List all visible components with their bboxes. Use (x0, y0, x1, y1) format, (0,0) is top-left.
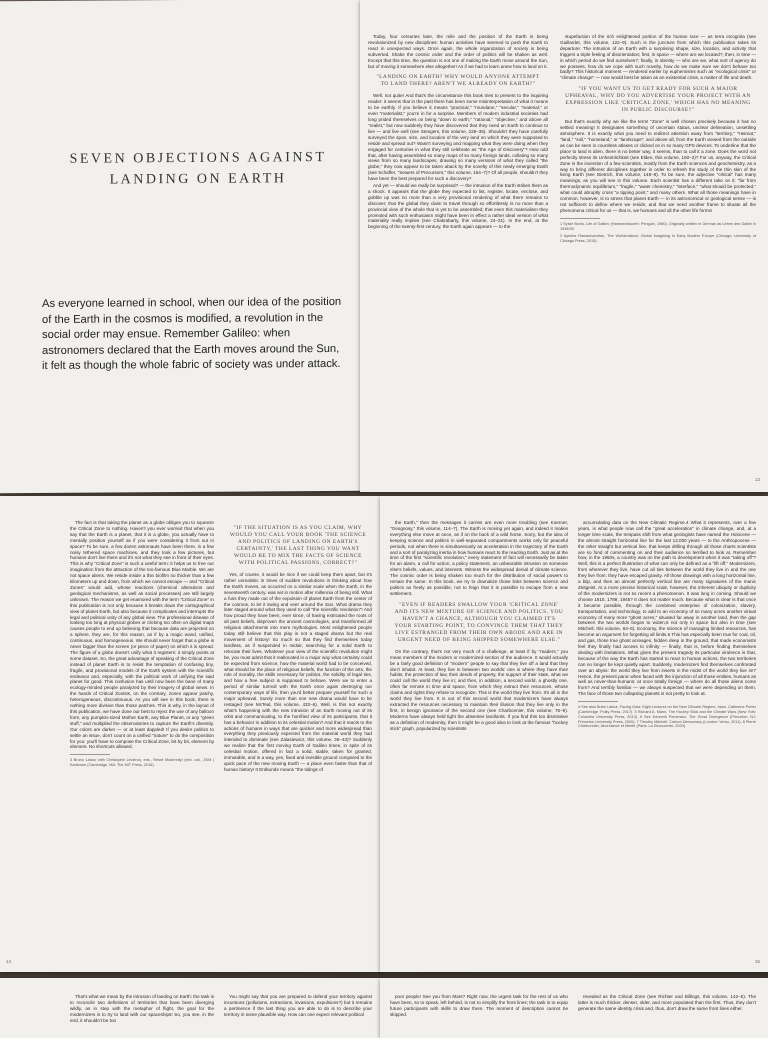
footnote-rule (560, 218, 600, 219)
paragraph: revealed as the Critical Zone (see Richter and Billings, this volume, 142–5). The latter is much thicker, denser, older, and more populated than the first. Thus, they don't generate the same identity crisis and, thus, don't draw the same front lines either. (578, 994, 756, 1011)
column-right (578, 520, 756, 960)
footnote-rule (70, 754, 110, 755)
paragraph: But that's exactly why we like the term! "Zone" is well chosen precisely because it has no settled meaning! It designates something of uncertain status, unclear delineation, unsettling atmosphere. It is exactly what you need to redirect attention away from "territory," "Heimat," "land," "soil," "homeland," or "landscape"; and above all, from the Earth viewed from the outside as can be seen in countless atlases or clicked on in so many GPS devices. To underline that the place to land is alien, there is no better way, it seems, than to call it a zone. Does the word not perfectly stress its Unheimlichkeit (see Elden, this volume, 160–2)? For us, anyway, the Critical Zone is the invention of a few scientists, mostly from the Earth sciences and geochemistry, as a way to bring different disciplines together in order to refresh the study of the thin skin of the living Earth (see Dietrich, this volume, 148–9). To be sure, the adjective "critical" has many meanings, as you will see in this volume. Each scientist has a different take on it: "far from thermodynamic equilibrium," "fragile," "water chemistry," "interface," "what should be protected," what could abruptly cross "a tipping point," and many others. What all those meanings have in common, however, is to stress that planet Earth — in its astronomical or geological sense — is not sufficient to define where we reside, and that we need another frame to situate all the phenomena critical for us — that is, we humans and all the other life forms! (560, 119, 756, 213)
page-12 (0, 0, 364, 493)
column-right (560, 34, 756, 480)
column-left (70, 994, 214, 1024)
column-right (224, 994, 372, 1024)
chapter-lede: As everyone learned in school, when our idea of the position of the Earth in the cosmos is modified, a revolution in the social order may ensue. Remember Galileo: when astronomers declared that the Earth moves around the Sun, it felt as though the whole fabric of society was under attack. (42, 295, 342, 373)
column-right (224, 520, 372, 950)
page-number: 14 (6, 959, 12, 964)
paragraph: stupefaction of the rich enlightened portion of the human race — as terra incognita (see Gaillardet, this volume, 122–9). Such is the juncture from which this publication takes its departure: The intrusion of an Earth with a surprising shape, size, location, and activity that triggers a triple feeling of disorientation; first, in space — where are we located?; then, in time — in which period do we find ourselves?; finally, in identity — who are we, what sort of agency do we possess, how do we cope with such novelty, how do we make sure we don't behave too badly? This historical moment — rendered earlier by euphemisms such as "ecological crisis" or "climate change" — now would best be taken as an existential crisis, a matter of life and death. (560, 34, 756, 81)
column-left (390, 994, 568, 1024)
paragraph: You might say that you are prepared to defend your territory against incursions (pollutions, extractions, invasions, expulsions?) but it remains a pertinence if the last thing you are able to do is to describe your territory in some plausible way. How can one expect relevant political (224, 994, 372, 1017)
column-right (578, 994, 756, 1024)
footnote-rule (578, 701, 618, 702)
footnote: 2 Ayesha Ramachandran, The Worldmakers: Global Imagining in Early Modern Europe (Chicago: University of Chicago Press, 2015). (560, 234, 756, 244)
paragraph: The fact is that taking the planet as a globe obliges you to squeeze the Critical Zone to nothing. Haven't you ever worried that when you say that the Earth is a planet, that it is a globe, you actually have to mentally position yourself as if you were considering it from out in space? To be sure, a few dozen astronauts have been there, in a few noisy tethered space machines, and they took a few pictures, but humans don't live there and it's not what they see in front of their eyes. This is why "Critical Zone" is such a useful term: it helps us to free our imagination from the attraction of the too-famous Blue Marble. We are not space aliens. We reside inside a thin biofilm no thicker than a few kilometers up and down, from which we cannot escape — and "Critical Zones" would add, whose reactions (chemical alterations and geological mechanisms, as well as social processes) are still largely unknown. The reason we get enamored with the term "Critical Zone" in this publication is not only because it breaks down the cartographical view of planet Earth, but also because it complicates and interrupts the legal and political unity of any global view. The professional disease of looking too long at physical globes or clicking too often on digital maps causes people to end up believing that because data are projected on a sphere, they are, for this reason, as if by a magic wand, unified, continuous, and homogeneous. We should never forget that a globe is never bigger than the screen (or piece of paper) on which it is spread. The figure of a globe doesn't unify what it registers: it simply points at some dataset. So, the great advantage of speaking of the Critical Zone instead of planet Earth is to resist the temptation of confusing tiny, fragile, and provisional models of the Earth system with the scientific endeavor and, especially, with the political work of unifying the said planet for good. This confusion has until now been the bane of many ecology-minded people paralyzed by their imagery of global views. In the hands of Critical Zonists, on the contrary, zones appear patchy, heterogeneous, discontinuous. As you will see in this book, there is nothing more divisive than those patches. This is why, in the layout of this publication, we have done our best to reject the use of any balloon form, any pumpkin-sized Mother Earth, any Blue Planet, or any "green stuff," and multiplied the observatories to capture the Earth's diversity. Our colors are darker — or at least dappled! If you desire politics to settle an issue, don't count on a unified "nature" to do the composition for you: you'll have to compose the Critical Zone, bit by bit, element by element. No shortcuts allowed. (70, 520, 214, 750)
page-15 (380, 496, 768, 972)
pull-quote: "IF YOU WANT US TO GET READY FOR SUCH A MAJOR UPHEAVAL, WHY DO YOU ADVERTISE YOUR PROJECT WITH AN EXPRESSION LIKE 'CRITICAL ZONE,' WHICH HAS NO MEANING IN PUBLIC DISCOURSE?" (565, 86, 751, 114)
paragraph: Well, not quite! And that's the circumstance this book tries to present to the inquiring reader: it seems that in the past there has been some misinterpretation of what it means to be earthly. If you believe it means "practical," "mundane," "secular," "material," or even "materialist," you're in for a surprise. Members of modern industrial societies had long prided themselves on being "down to earth," "rational," "objective," and above all "realist," but now suddenly they have discovered that they need an Earth to continue to live — and live well (see Stengers, this volume, 228–35). Shouldn't they have carefully surveyed the span, size, and location of the very land on which they were supposed to reside and spread out? Wasn't surveying and mapping what they were doing when they engaged for centuries in what they still celebrate as "the Age of Discovery"? How odd that, after having assembled so many maps of so many foreign lands, collating so many views from so many landscapes, drawing so many versions of what they called "the globe," they now appear to be taken aback by the novelty of this newly emerging Earth (see Schaffer, "Sewers of Precursors," this volume, 154–7)? Of all people, shouldn't they have been the best prepared for such a discovery? (368, 93, 548, 182)
page-16 (0, 978, 382, 1038)
paragraph: the Earth," then the messages it carries are even more troubling (see Koerner, "Geognosy," this volume, 114–7). The Earth is moving yet again, and indeed it makes everything else move at once, as if on the back of a wild horse. Sorry, but the idea of keeping science and politics in well-separated compartments works only for peaceful periods, not when there is simultaneously an acceleration in the trajectory of the Earth and a sort of paralyzing inertia in how humans react to the reacting Earth. Just as at the time of the first "scientific revolution," every statement of fact will necessarily be taken for an alarm, a call for action, a policy statement, an unbearable intrusion on someone else's beliefs, values, and interests. Witness the widespread denial of climate science. The cosmic order is being shaken too much for the distribution of social powers to remain the same. In this book, we try to dramatize those links between science and politics as freely as possible, not to feign that it is possible to escape from a new settlement. (390, 520, 568, 596)
pull-quote: "EVEN IF READERS SWALLOW YOUR 'CRITICAL ZONE' AND ITS NEW MIXTURE OF SCIENCE AND POLITICS, YOU HAVEN'T A CHANCE, ALTHOUGH YOU CLAIMED IT'S YOUR STARTING POINT, TO CONVINCE THEM THAT THEY LIVE ESTRANGED FROM THEIR OWN ABODE AND ARE IN URGENT NEED OF BEING SHIPPED SOMEWHERE ELSE." (394, 601, 564, 643)
page-17 (380, 978, 768, 1038)
footnote: 3 Bruno Latour with Christophe Leclercq, eds., Reset Modernity! (exh. cat., ZKM | Karlsruhe (Cambridge, MA: The MIT Press, 2016). (70, 758, 214, 768)
column-left (70, 520, 214, 950)
chapter-title: SEVEN OBJECTIONS AGAINST LANDING ON EARTH (69, 149, 327, 188)
pull-quote: "LANDING ON EARTH? WHY WOULD ANYONE ATTEMPT TO LAND THERE? AREN'T WE ALREADY ON EARTH?" (376, 74, 540, 88)
column-left (368, 34, 548, 480)
page-number: 15 (754, 959, 760, 964)
paragraph: accumulating data on the New Climatic Regime.4 What it represents, over a few years, is what people now call the "great acceleration" in climate change, and, at a longer time scale, the trespass shift from what geologists have named the Holocene — the almost straight horizontal line for the last 12,000 years — to the Anthropocene — the other straight but vertical line, that keeps drilling through all those charts scientists are so fond of commenting on and their audience so terrified to look at. Remember how, in the 1950s, a country was on the path to development when it was "taking off"? Well, this is a perfect illustration of what can only be defined as a "lift off." Modernizers, from wherever they live, have cut all ties between the world they live in and the one they live from: they have escaped gravity. All those drawings with a long horizontal line, a blip, and then an almost perfectly vertical line are many signatures of the manic Zeitgeist. At a more precise historical scale, however, the inherent ubiquity or duplicity of the modernizers is not so recent a phenomenon. It was long in coming. Should we choose 1610, 1789, 1945? It does not matter much. Because what is clear is that once it became possible, through the combined enterprise of colonization, slavery, transportation, and technology, to add to an economy of so many acres another virtual economy of many more "ghost acres," situated far away in another land, then the gap between the two worlds began to widen,5 not only in space but also in time (see Mitchell, this volume, 84–6). Economy, the science of managing limited resources, has become an argument for forgetting all limits.6 This has especially been true for coal, oil, and gas, those true ghost acreages, hidden deep in the ground, that made economists feel they finally had access to infinity — finally, that is, before finding themselves dealing with limitations. What gives the present tragedy its particular virulence is that, because of the way the Earth has started to react to human actions, the two territories can no longer be kept quietly apart. Suddenly, modernizers find themselves confronted over an abyss: the world they live from inserts in the midst of the world they live in!7 Hence, the present panic when faced with the injunction of all those entities, humans as well as never-than-humans: at once totally foreign — where do all those aliens come from? And terribly familiar — we always suspected that we were depending on them. The face of those two collapsing planets is not pretty to look at. (578, 520, 756, 697)
footnote: 1 Sylvie Bovis, Life of Galileo (Harmondsworth: Penguin, 1980). Originally written in German as Leben des Galilei in 1938/39. (560, 221, 756, 231)
pull-quote: "IF THE SITUATION IS AS YOU CLAIM, WHY WOULD YOU CALL YOUR BOOK 'THE SCIENCE AND POLITICS OF LANDING ON EARTH'S CERTAINTY,' THE LAST THING YOU WANT WOULD BE TO MIX THE FACTS OF SCIENCE WITH POLITICAL PASSIONS, CORRECT?" (229, 525, 367, 566)
page-14 (0, 496, 382, 972)
paragraph: On the contrary, that's not very much of a challenge, at least if by "readers," you mean members of the modern or modernized section of the audience. It would actually be a fairly good definition of "modern" people to say that they live off a land that they don't inhabit. At least, they live in between two worlds: one is where they have their habits, the protection of law, their deeds of property, the support of their state, what we could call the world they live in; and then, in addition, a second world, a ghostly one, often far remote in time and space, from which they extract their resources, whose claims and rights they refuse to recognize. This is the world they live from. It's all in the world they live from. It is out of this second world that modernizers have always extracted the resources necessary to maintain their illusion that they live only in the first, in benign ignorance of the second one (see Charbonnier, this volume, 76–9). Moderns have always held tight the absentee landlords. If you find this too dismissive as a definition of modernity, then it might be a good idea to look at the famous "hockey stick" graph, popularized by scientists (390, 648, 568, 731)
page-number: 13 (754, 477, 760, 482)
paragraph: Yes, of course, it would be nice if we could keep them apart, but it's rather unrealistic in times of sudden revolutions in thinking about how the Earth moves, as occurred on a similar scale when the Earth, in the seventeenth century, was set in motion after millennia of being still. What a fuss they made out of the expulsion of planet Earth from the center of the cosmos, to let it swing and veer around the Sun. What drama they later staged around what they used to call "the scientific revolution"! And how proud they have been, ever since, of having extricated the roots of all past beliefs, disproven the ancient cosmologies, and transformed all religious attachments into mere mythologies. Most enlightened people today still believe that this play is not a staged drama but the real movement of history! So much so that they find themselves today landless, as if suspended in midair, searching for a solid Earth to relocate their lives. Whatever your view of the scientific revolution might be, you must admit that it reallocated in a major way what certainty could be expected from science, how the material world had to be conceived, what should be the place of religious beliefs, the function of the arts, the role of morality, the skills necessary for politics, the solidity of legal ties, and how a free subject is supposed to behave. Were we to enter a period of similar turmoil with the Earth once again destroying our contemporary ways of life, then you'd better prepare yourself for such a major upheaval. Surely more than one new drama would have to be restaged (see McTeal, this volume, 432–6). Well, is this not exactly what's happening with the new intrusion of an Earth moving out of its orbit and communicating, to the horrified view of its participants, that it has a behavior in addition to its celestial motion? And that it reacts to the actions of humans in ways that are quicker and more widespread than everything they previously expected from the material world they had intended to dominate (see Zalasiewicz, this volume, 36–43)? Suddenly we realize that the first moving Earth of Galileo times, in spite of its celestial motion, offered in fact a solid, stable, taken for granted, immutable, and in a way, yes, fixed and invisible ground compared to the quick pace of the new moving Earth — a place even faster than that of human history! It Erdkunde means "the tidings of (224, 572, 372, 772)
paragraph: That's what we mean by the intrusion of landing on Earth: the task is to reconcile two definitions of territories that have been diverging wildly, as in step with the metaphor of flight, the goal for the modernizers is to try to land with our spaceships! So, you see, in the end, it shouldn't be too (70, 994, 214, 1023)
footnote: 4 See also Brian Latour, Facing Gaia: Eight Lectures on the New Climatic Regime, trans. Catherine Porter (Cambridge: Polity Press, 2017). 5 Richard A. Mann, The Hockey Stick and the Climate Wars (New York: Columbia University Press, 2013). 6 See Kenneth Pomeranz, The Great Divergence (Princeton, NJ: Princeton University Press, 2000). 7 Timothy Mitchell, Carbon Democracy (London: Verso, 2011). 8 Pierre Charbonnier, Abondance et liberté (Paris: La Découverte, 2020). (578, 705, 756, 729)
paragraph: poor people! See you from Mars? Right now, the urgent task for the rest of us who have been, so to speak, left behind, is not to simplify the front lines; the task is to equip future participants with skills to draw them. The moment of description cannot be skipped. (390, 994, 568, 1017)
paragraph: And yet — should we really be surprised? — the intrusion of the Earth strikes them as a shock. It appears that the globe they expected to list, register, locate, enclose, and gobble up was no more than a very provisional rendering of what there remains to discover; that the global they claim to travel through so effortlessly is no more than a provincial view of the whole that is yet to be assembled; that even this materialism they promoted with such enthusiasm might have been in effect a rather ideal version of what materiality really implies (see Chakrabarty, this volume, 24–31). In the end, at the beginning of the twenty-first century, the Earth again appears — to the (368, 183, 548, 230)
column-left (390, 520, 568, 960)
page-13 (360, 0, 768, 492)
paragraph: Today, four centuries later, the mile and the position of the Earth is being revolutionized by new disciplines: human activities have seemed to push the Earth to react in unexpected ways. Once again, the whole organization of society is being subverted. Shake the cosmic order and the order of politics will be shaken as well. Except that this time, the question is not one of making the Earth move around the Sun, but of moving it somewhere else altogether! As if we had to learn anew how to land on it. (368, 34, 548, 69)
